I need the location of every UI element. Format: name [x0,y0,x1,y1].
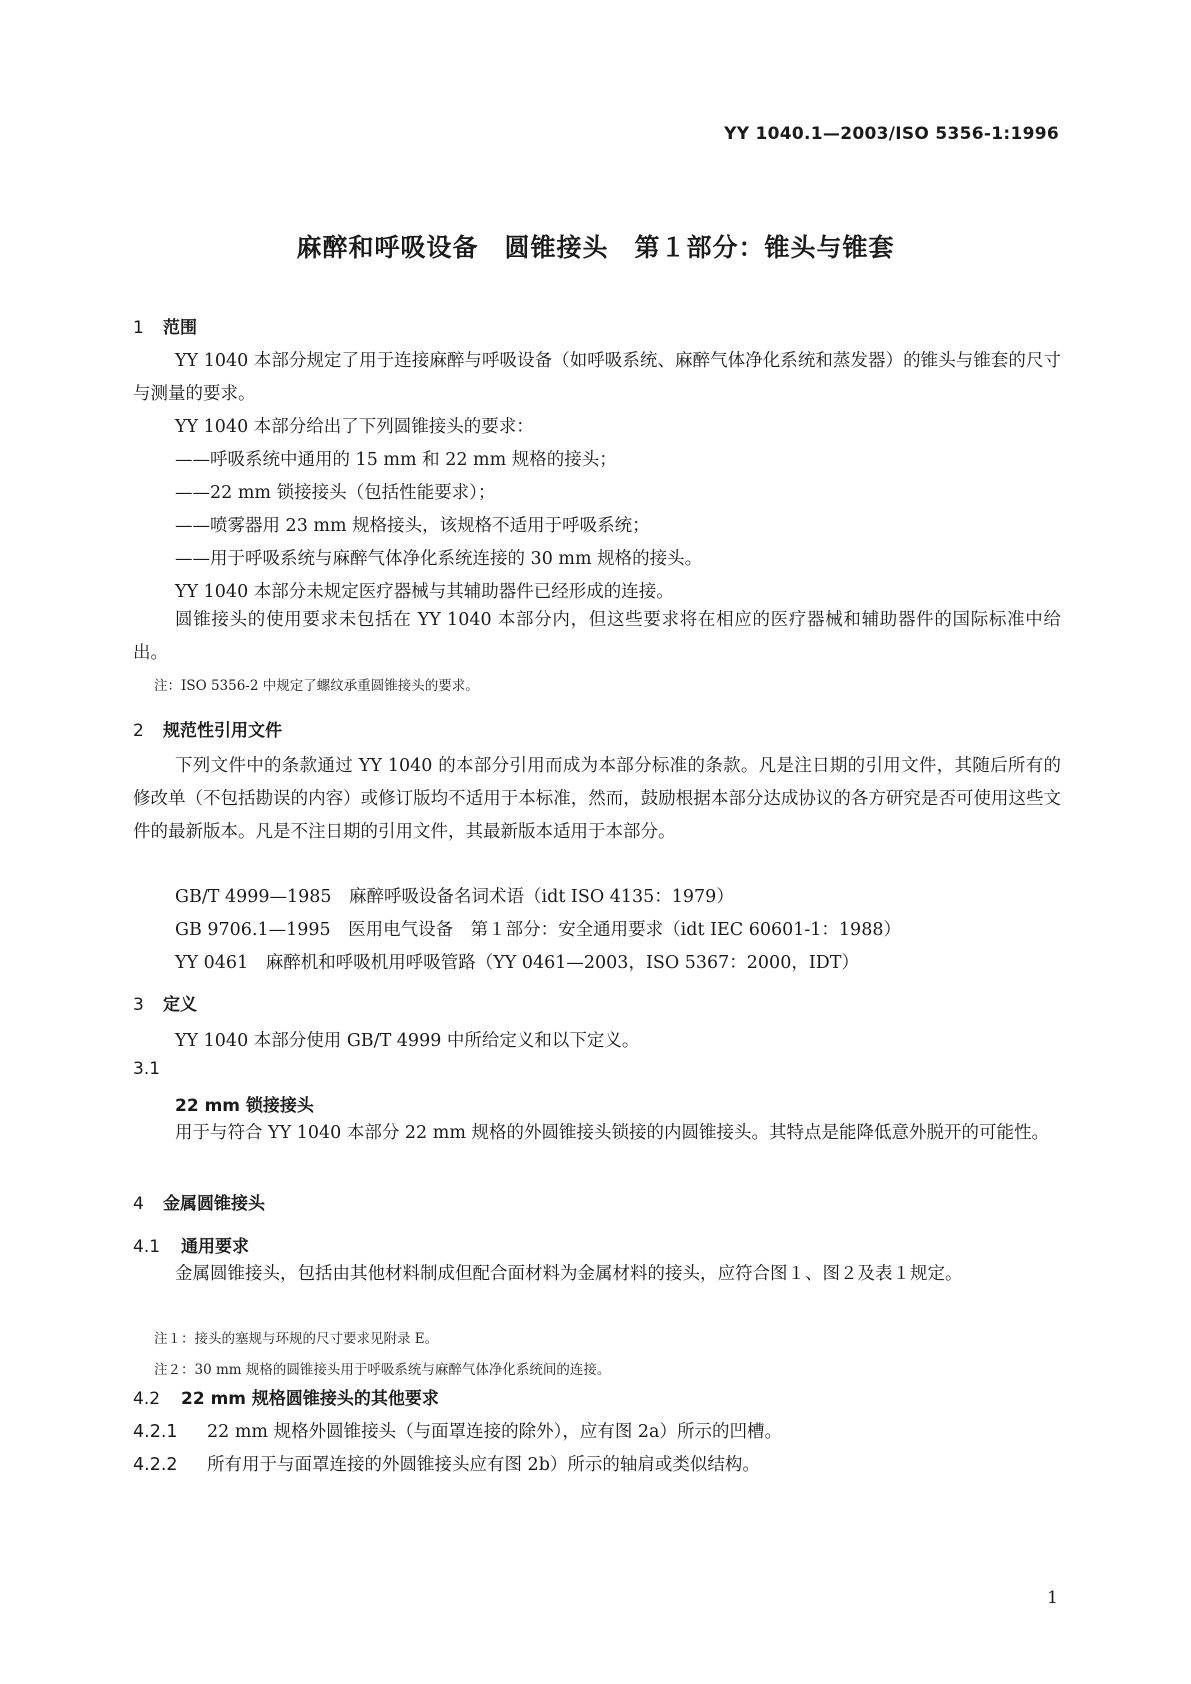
subsection-4-2-heading [133,1384,439,1409]
paragraph: YY 1040 本部分使用 GB/T 4999 中所给定义和以下定义。 [175,1031,640,1051]
list-item: ——喷雾器用 23 mm 规格接头，该规格不适用于呼吸系统； [175,516,650,536]
list-item: ——22 mm 锁接接头（包括性能要求）； [175,483,496,503]
section-1-heading [133,313,197,338]
clause-text: 所有用于与面罩连接的外圆锥接头应有图 2b）所示的轴肩或类似结构。 [207,1455,760,1475]
section-title: 范围 [163,318,197,338]
note: 注２：30 mm 规格的圆锥接头用于呼吸系统与麻醉气体净化系统间的连接。 [154,1362,611,1378]
paragraph: 下列文件中的条款通过 YY 1040 的本部分引用而成为本部分标准的条款。凡是注日期的引用文件，其随后所有的修改单（不包括勘误的内容）或修订版均不适用于本标准，然而，鼓励根据本部分达成协议的各方研究是否可使用这些文件的最新版本。凡是不注日期的引用文件，其最新版本适用于本部分。 [133,756,1061,842]
section-title: 定义 [163,995,197,1015]
clause-number: 4.2.2 [133,1455,178,1475]
definition: 用于与符合 YY 1040 本部分 22 mm 规格的外圆锥接头锁接的内圆锥接头。其特点是能降低意外脱开的可能性。 [175,1123,1049,1143]
reference-item: GB 9706.1—1995 医用电气设备 第１部分：安全通用要求（idt IEC 60601-1：1988） [175,920,901,940]
section-number: 3 [133,995,144,1015]
reference-item: YY 0461 麻醉机和呼吸机用呼吸管路（YY 0461—2003，ISO 5367：2000，IDT） [175,953,859,973]
clause-4-2-1 [133,1418,782,1443]
section-title: 规范性引用文件 [163,721,282,741]
page-number: 1 [1047,1588,1058,1608]
section-title: 金属圆锥接头 [163,1194,265,1214]
section-number: 4.2 [133,1389,161,1409]
note: 注：ISO 5356-2 中规定了螺纹承重圆锥接头的要求。 [154,678,479,694]
standard-code: YY 1040.1—2003/ISO 5356-1:1996 [724,124,1059,144]
section-3-heading [133,990,197,1015]
paragraph: 金属圆锥接头，包括由其他材料制成但配合面材料为金属材料的接头，应符合图１、图２及表１规定。 [175,1264,963,1284]
section-2-heading [133,716,282,741]
paragraph: 圆锥接头的使用要求未包括在 YY 1040 本部分内，但这些要求将在相应的医疗器械和辅助器件的国际标准中给出。 [133,610,1061,663]
list-item: ——呼吸系统中通用的 15 mm 和 22 mm 规格的接头； [175,450,617,470]
clause-4-2-2 [133,1451,760,1476]
list-item: ——用于呼吸系统与麻醉气体净化系统连接的 30 mm 规格的接头。 [175,549,703,569]
section-title: 通用要求 [181,1237,249,1257]
section-4-heading [133,1189,265,1214]
paragraph: YY 1040 本部分规定了用于连接麻醉与呼吸设备（如呼吸系统、麻醉气体净化系统和蒸发器）的锥头与锥套的尺寸与测量的要求。 [133,351,1061,404]
section-title: 22 mm 规格圆锥接头的其他要求 [181,1389,439,1409]
paragraph: YY 1040 本部分给出了下列圆锥接头的要求： [175,417,534,437]
section-number: 4.1 [133,1237,161,1257]
paragraph: YY 1040 本部分未规定医疗器械与其辅助器件已经形成的连接。 [175,582,674,602]
note: 注１：接头的塞规与环规的尺寸要求见附录 E。 [154,1331,439,1347]
term: 22 mm 锁接接头 [175,1096,314,1116]
reference-item: GB/T 4999—1985 麻醉呼吸设备名词术语（idt ISO 4135：1979） [175,887,734,907]
subsection-4-1-heading [133,1232,249,1257]
section-number: 4 [133,1194,144,1214]
section-number: 2 [133,721,144,741]
clause-text: 22 mm 规格外圆锥接头（与面罩连接的除外），应有图 2a）所示的凹槽。 [207,1422,782,1442]
clause-number: 4.2.1 [133,1422,178,1442]
document-title: 麻醉和呼吸设备 圆锥接头 第１部分：锥头与锥套 [296,233,895,262]
section-number: 1 [133,318,144,338]
subsection-number: 3.1 [133,1059,161,1079]
